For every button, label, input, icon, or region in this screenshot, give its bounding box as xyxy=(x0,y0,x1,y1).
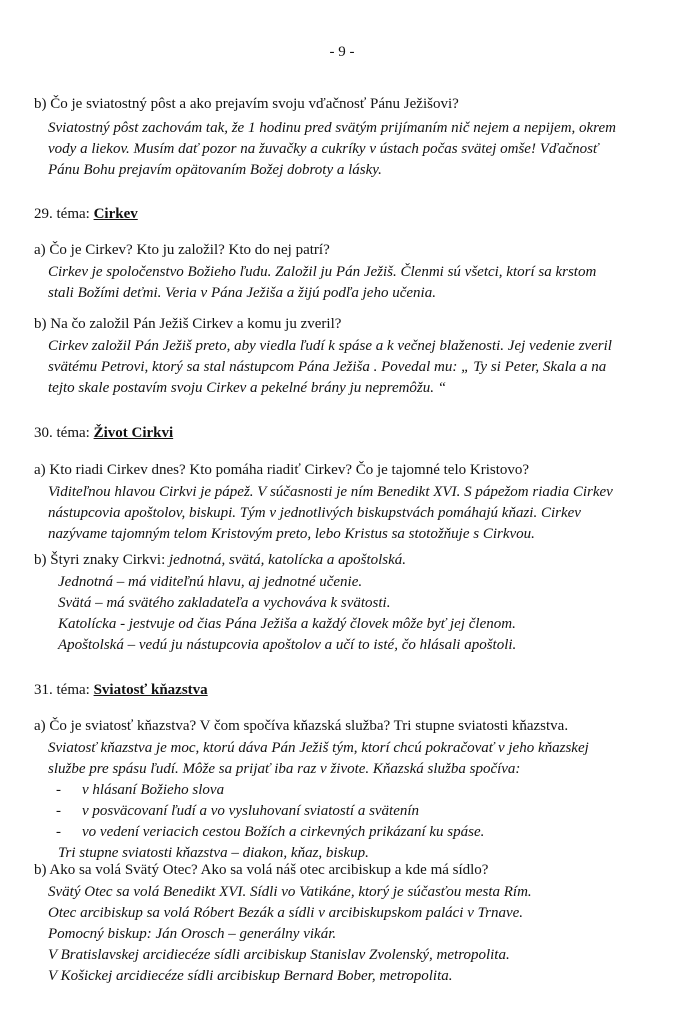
answer-line: stali Božími deťmi. Veria v Pána Ježiša a žijú podľa jeho učenia. xyxy=(48,285,436,301)
question-what-is-church: a) Čo je Cirkev? Kto ju založil? Kto do nej patrí? xyxy=(34,242,330,258)
bullet-item xyxy=(48,780,589,801)
answer-holy-father xyxy=(48,882,532,987)
topic-label: 31. téma: xyxy=(34,682,90,698)
topic-30-heading xyxy=(34,425,173,442)
topic-29-heading xyxy=(34,206,138,223)
page-number: - 9 - xyxy=(329,44,355,60)
answer-line: nástupcovia apoštolov, biskupi. Tým v jednotlivých biskupstvách pomáhajú kňazi. Cirkev xyxy=(48,505,581,521)
question-four-marks xyxy=(34,552,406,569)
answer-who-leads-church xyxy=(48,482,613,545)
answer-line: svätému Petrovi, ktorý sa stal nástupcom Pána Ježiša . Povedal mu: „ Ty si Peter, Skala a na xyxy=(48,359,607,375)
question-priesthood: a) Čo je sviatosť kňazstva? V čom spočíva kňazská služba? Tri stupne sviatosti kňazstva. xyxy=(34,718,569,734)
bullet-text: v posväcovaní ľudí a vo vysluhovaní sviatostí a svätenín xyxy=(82,803,420,819)
topic-title: Život Cirkvi xyxy=(93,425,174,441)
bullet-item xyxy=(48,822,589,843)
answer-line: Cirkev založil Pán Ježiš preto, aby viedla ľudí k spáse a k večnej blaženosti. Jej vedenie zveril xyxy=(48,338,612,354)
answer-priesthood xyxy=(48,738,589,864)
bullet-mark: - xyxy=(56,782,61,798)
answer-line: Otec arcibiskup sa volá Róbert Bezák a sídli v arcibiskupskom paláci v Trnave. xyxy=(48,905,524,921)
answer-line: službe pre spásu ľudí. Môže sa prijať iba raz v živote. Kňazská služba spočíva: xyxy=(48,761,521,777)
answer-line: Katolícka - jestvuje od čias Pána Ježiša a každý človek môže byť jej členom. xyxy=(58,616,516,632)
answer-line: vody a liekov. Musím dať pozor na žuvačky a cukríky v ústach počas svätej omše! Vďačnosť xyxy=(48,141,599,157)
question-prefix: b) Štyri znaky Cirkvi: xyxy=(34,552,169,568)
topic-title: Sviatosť kňazstva xyxy=(93,682,208,698)
answer-line: Sviatostný pôst zachovám tak, že 1 hodinu pred svätým prijímaním nič nejem a nepijem, okrem xyxy=(48,120,616,136)
answer-fasting xyxy=(48,118,616,181)
answer-line: Apoštolská – vedú ju nástupcovia apoštolov a učí to isté, čo hlásali apoštoli. xyxy=(58,637,517,653)
bullet-mark: - xyxy=(56,803,61,819)
bullet-text: vo vedení veriacich cestou Božích a cirkevných prikázaní ku spáse. xyxy=(82,824,485,840)
answer-line: Cirkev je spoločenstvo Božieho ľudu. Založil ju Pán Ježiš. Členmi sú všetci, ktorí sa krstom xyxy=(48,264,597,280)
question-italic: jednotná, svätá, katolícka a apoštolská. xyxy=(169,552,407,568)
bullet-text: v hlásaní Božieho slova xyxy=(82,782,225,798)
question-fasting: b) Čo je sviatostný pôst a ako prejavím svoju vďačnosť Pánu Ježišovi? xyxy=(34,96,459,112)
question-holy-father: b) Ako sa volá Svätý Otec? Ako sa volá náš otec arcibiskup a kde má sídlo? xyxy=(34,862,489,878)
topic-label: 29. téma: xyxy=(34,206,90,222)
answer-line: Svätá – má svätého zakladateľa a vychováva k svätosti. xyxy=(58,595,391,611)
answer-line: V Košickej arcidiecéze sídli arcibiskup Bernard Bober, metropolita. xyxy=(48,968,453,984)
answer-line: tejto skale postavím svoju Cirkev a pekelné brány ju nepremôžu. “ xyxy=(48,380,447,396)
answer-line: Jednotná – má viditeľnú hlavu, aj jednotné učenie. xyxy=(58,574,363,590)
topic-title: Cirkev xyxy=(93,206,138,222)
topic-label: 30. téma: xyxy=(34,425,90,441)
answer-line: Pánu Bohu prejavím opätovaním Božej dobroty a lásky. xyxy=(48,162,382,178)
answer-what-is-church xyxy=(48,262,596,304)
topic-31-heading xyxy=(34,682,208,699)
answer-line: Pomocný biskup: Ján Orosch – generálny vikár. xyxy=(48,926,337,942)
answer-line: V Bratislavskej arcidiecéze sídli arcibiskup Stanislav Zvolenský, metropolita. xyxy=(48,947,510,963)
answer-line: Viditeľnou hlavou Cirkvi je pápež. V súčasnosti je ním Benedikt XVI. S pápežom riadia Cirkev xyxy=(48,484,613,500)
question-church-founded: b) Na čo založil Pán Ježiš Cirkev a komu ju zveril? xyxy=(34,316,342,332)
question-who-leads-church: a) Kto riadi Cirkev dnes? Kto pomáha riadiť Cirkev? Čo je tajomné telo Kristovo? xyxy=(34,462,530,478)
bullet-mark: - xyxy=(56,824,61,840)
answer-church-founded xyxy=(48,336,612,399)
bullet-item xyxy=(48,801,589,822)
answer-line: Tri stupne sviatosti kňazstva – diakon, kňaz, biskup. xyxy=(58,845,369,861)
answer-line: Sviatosť kňazstva je moc, ktorú dáva Pán Ježiš tým, ktorí chcú pokračovať v jeho kňazskej xyxy=(48,740,589,756)
answer-four-marks xyxy=(58,572,516,656)
answer-line: Svätý Otec sa volá Benedikt XVI. Sídli vo Vatikáne, ktorý je súčasťou mesta Rím. xyxy=(48,884,532,900)
answer-line: nazývame tajomným telom Kristovým preto, lebo Kristus sa stotožňuje s Cirkvou. xyxy=(48,526,535,542)
